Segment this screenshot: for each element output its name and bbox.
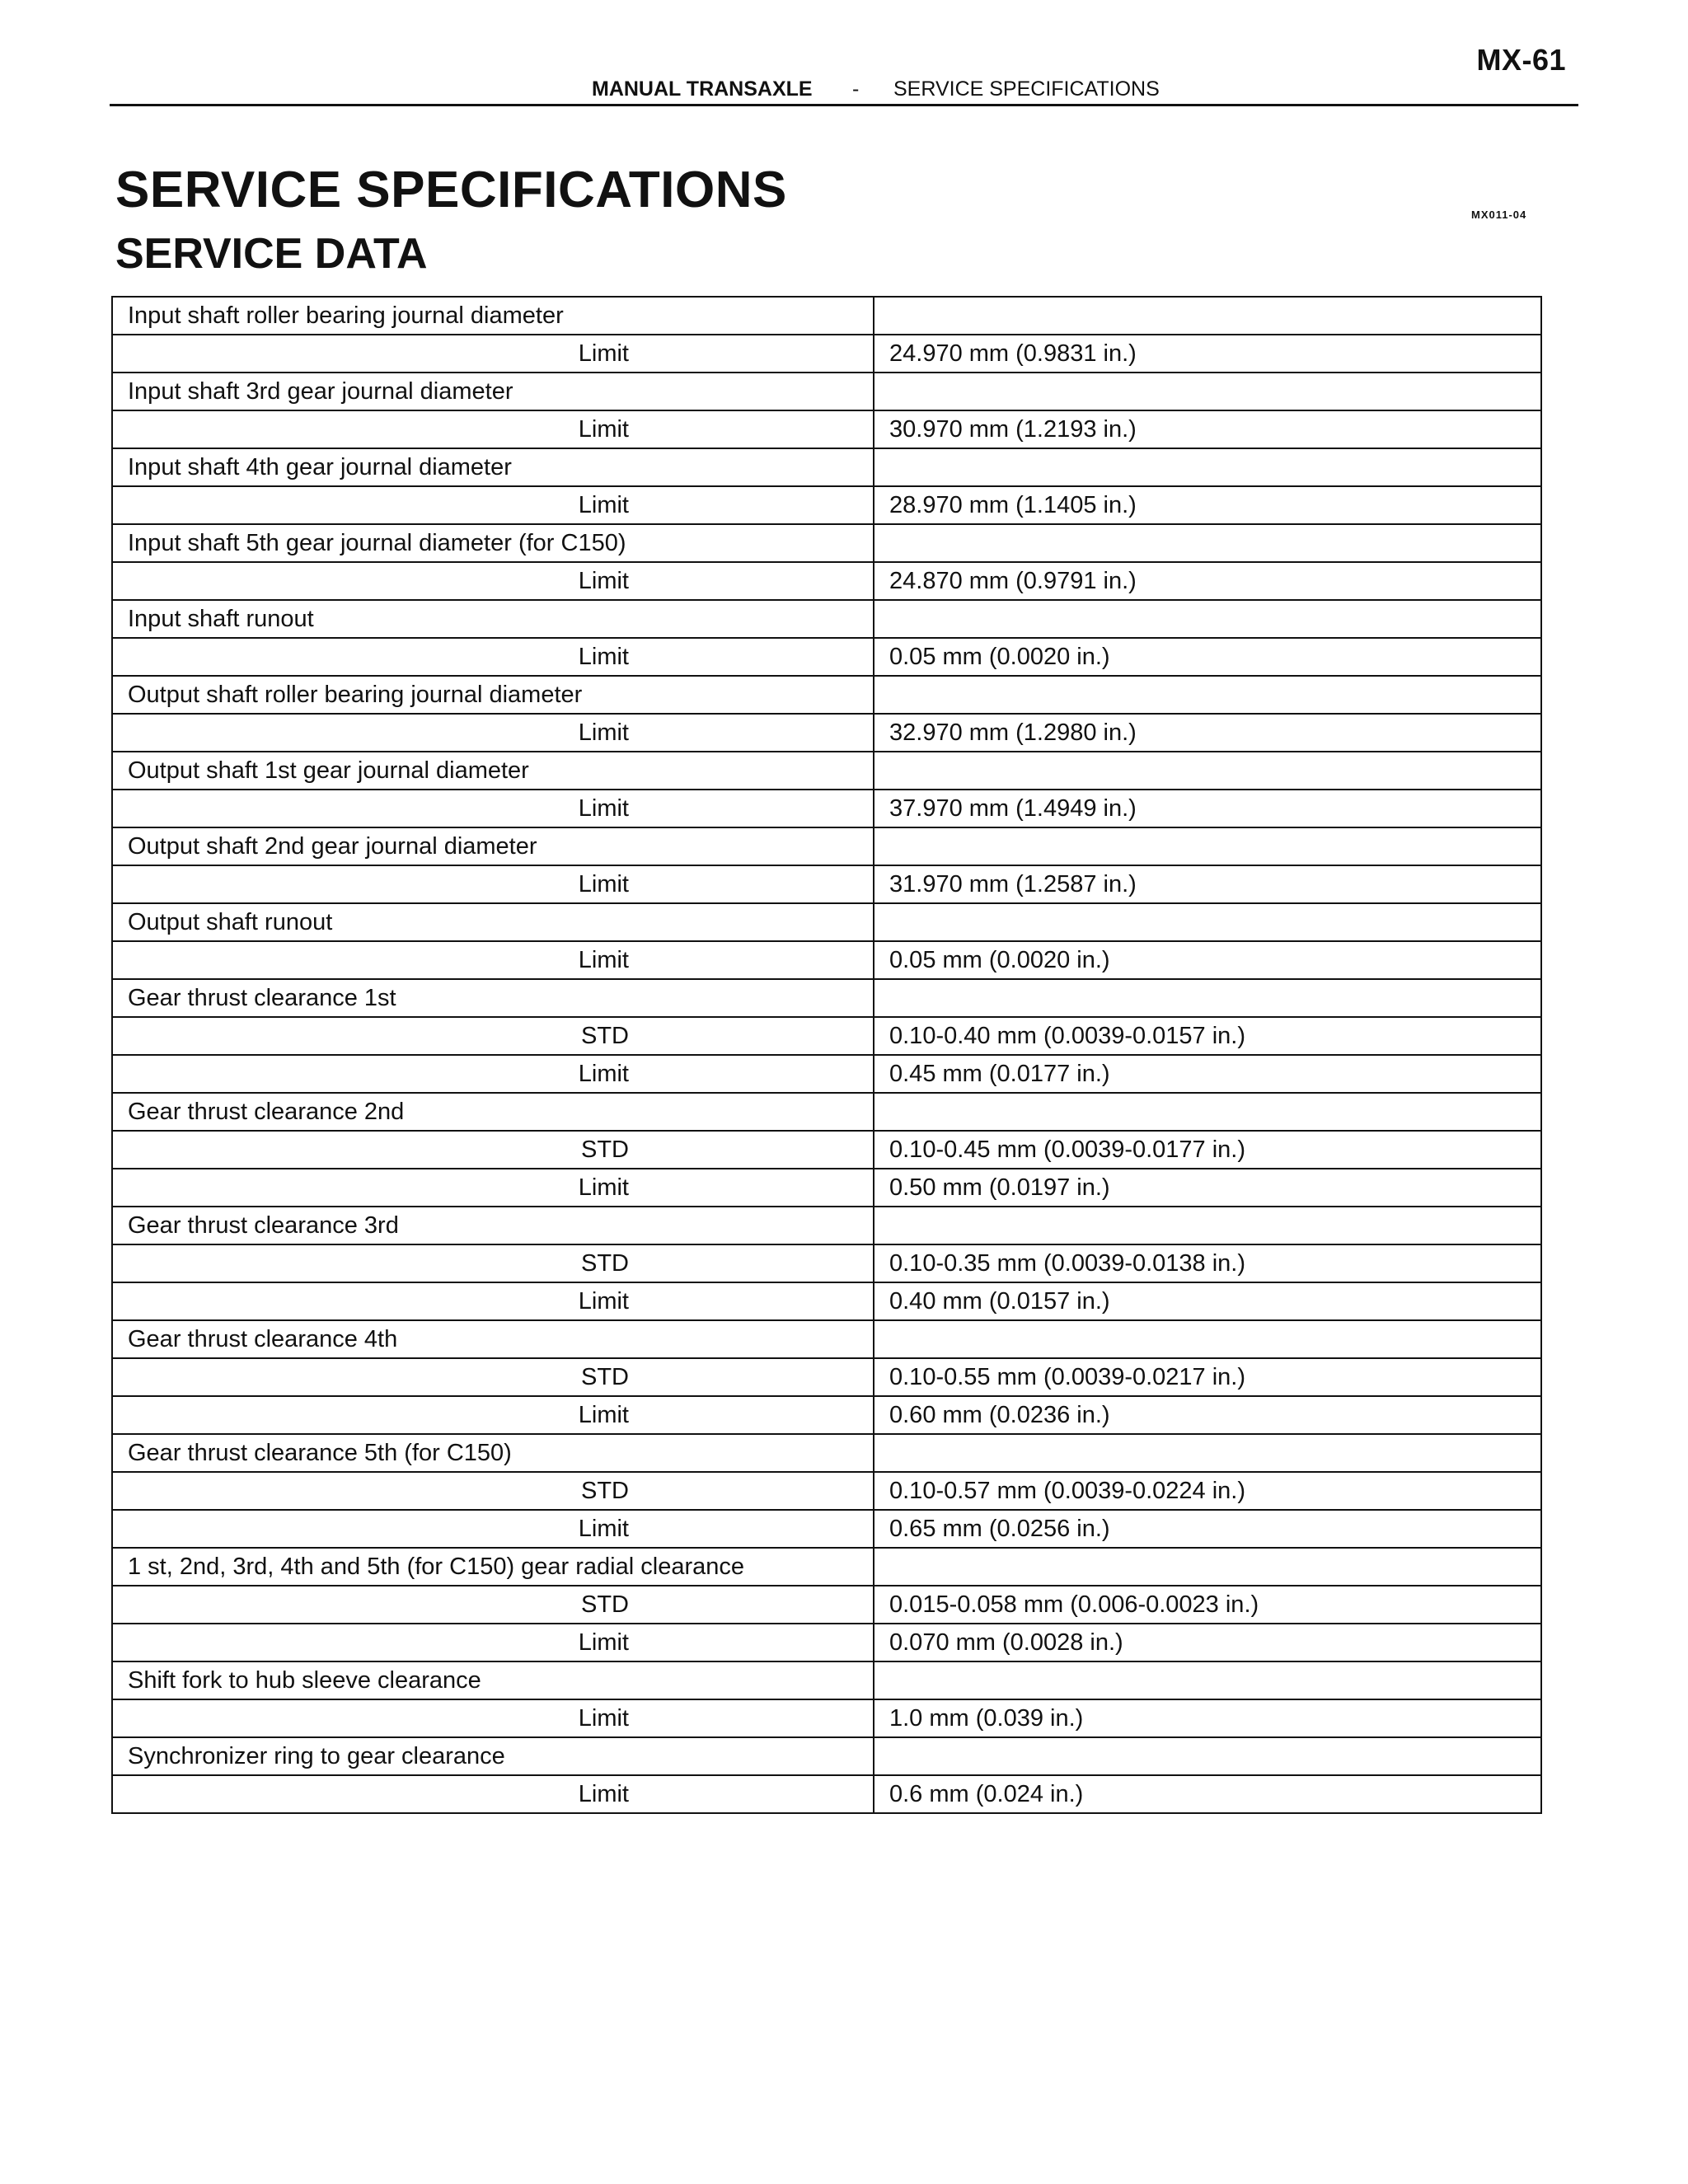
spec-empty-cell: [874, 1737, 1541, 1775]
spec-label: Limit: [112, 1055, 874, 1093]
spec-value-row: [112, 1244, 1541, 1282]
spec-label: STD: [112, 1131, 874, 1169]
page-number: MX-61: [1476, 43, 1566, 77]
spec-item-row: [112, 1093, 1541, 1131]
spec-value: 1.0 mm (0.039 in.): [874, 1699, 1541, 1737]
spec-label: Limit: [112, 335, 874, 373]
spec-item-name: Gear thrust clearance 3rd: [112, 1207, 874, 1244]
spec-value-row: [112, 1017, 1541, 1055]
section-title: SERVICE DATA: [115, 230, 428, 278]
spec-value-row: [112, 562, 1541, 600]
spec-item-name: Output shaft 1st gear journal diameter: [112, 752, 874, 790]
spec-value-row: [112, 1510, 1541, 1548]
spec-value: 37.970 mm (1.4949 in.): [874, 790, 1541, 827]
spec-label: STD: [112, 1358, 874, 1396]
spec-empty-cell: [874, 1207, 1541, 1244]
spec-value: 24.870 mm (0.9791 in.): [874, 562, 1541, 600]
spec-value-row: [112, 1472, 1541, 1510]
spec-value-row: [112, 486, 1541, 524]
spec-value-row: [112, 1624, 1541, 1661]
spec-value-row: [112, 1586, 1541, 1624]
spec-value: 30.970 mm (1.2193 in.): [874, 410, 1541, 448]
spec-value-row: [112, 410, 1541, 448]
spec-item-row: [112, 676, 1541, 714]
spec-item-name: Gear thrust clearance 4th: [112, 1320, 874, 1358]
spec-item-name: Synchronizer ring to gear clearance: [112, 1737, 874, 1775]
spec-empty-cell: [874, 524, 1541, 562]
page-title: SERVICE SPECIFICATIONS: [115, 162, 787, 218]
spec-empty-cell: [874, 676, 1541, 714]
spec-value-row: [112, 1699, 1541, 1737]
spec-label: STD: [112, 1586, 874, 1624]
spec-value-row: [112, 1396, 1541, 1434]
spec-item-row: [112, 1434, 1541, 1472]
spec-value: 0.05 mm (0.0020 in.): [874, 941, 1541, 979]
spec-value-row: [112, 1169, 1541, 1207]
spec-label: Limit: [112, 410, 874, 448]
spec-item-row: [112, 600, 1541, 638]
spec-item-row: [112, 903, 1541, 941]
spec-label: Limit: [112, 638, 874, 676]
spec-value: 0.070 mm (0.0028 in.): [874, 1624, 1541, 1661]
header-divider: [110, 104, 1578, 106]
spec-item-row: [112, 827, 1541, 865]
spec-value: 0.10-0.57 mm (0.0039-0.0224 in.): [874, 1472, 1541, 1510]
spec-item-name: Gear thrust clearance 1st: [112, 979, 874, 1017]
spec-value: 0.10-0.45 mm (0.0039-0.0177 in.): [874, 1131, 1541, 1169]
spec-item-row: [112, 448, 1541, 486]
spec-label: Limit: [112, 1699, 874, 1737]
spec-empty-cell: [874, 1434, 1541, 1472]
spec-value: 0.60 mm (0.0236 in.): [874, 1396, 1541, 1434]
spec-value: 0.50 mm (0.0197 in.): [874, 1169, 1541, 1207]
spec-value: 0.45 mm (0.0177 in.): [874, 1055, 1541, 1093]
spec-item-row: [112, 1661, 1541, 1699]
spec-value: 31.970 mm (1.2587 in.): [874, 865, 1541, 903]
spec-empty-cell: [874, 1661, 1541, 1699]
header-separator: -: [852, 77, 860, 101]
spec-value: 0.015-0.058 mm (0.006-0.0023 in.): [874, 1586, 1541, 1624]
spec-item-name: Gear thrust clearance 2nd: [112, 1093, 874, 1131]
spec-value-row: [112, 1055, 1541, 1093]
spec-item-row: [112, 1737, 1541, 1775]
spec-value-row: [112, 638, 1541, 676]
spec-value-row: [112, 1775, 1541, 1813]
spec-value: 32.970 mm (1.2980 in.): [874, 714, 1541, 752]
spec-empty-cell: [874, 297, 1541, 335]
spec-item-row: [112, 752, 1541, 790]
spec-label: Limit: [112, 790, 874, 827]
spec-value: 28.970 mm (1.1405 in.): [874, 486, 1541, 524]
spec-empty-cell: [874, 979, 1541, 1017]
spec-label: Limit: [112, 1775, 874, 1813]
spec-item-name: Input shaft 3rd gear journal diameter: [112, 373, 874, 410]
spec-item-name: Input shaft 5th gear journal diameter (for C150): [112, 524, 874, 562]
spec-empty-cell: [874, 1548, 1541, 1586]
spec-value: 0.6 mm (0.024 in.): [874, 1775, 1541, 1813]
spec-label: STD: [112, 1472, 874, 1510]
spec-value-row: [112, 714, 1541, 752]
spec-item-row: [112, 524, 1541, 562]
spec-value: 0.10-0.40 mm (0.0039-0.0157 in.): [874, 1017, 1541, 1055]
spec-label: Limit: [112, 1169, 874, 1207]
document-code: MX011-04: [1471, 209, 1527, 221]
spec-value-row: [112, 865, 1541, 903]
spec-value: 0.05 mm (0.0020 in.): [874, 638, 1541, 676]
spec-value: 0.40 mm (0.0157 in.): [874, 1282, 1541, 1320]
spec-value-row: [112, 790, 1541, 827]
spec-item-row: [112, 979, 1541, 1017]
chapter-title: MANUAL TRANSAXLE: [592, 77, 813, 101]
spec-value: 24.970 mm (0.9831 in.): [874, 335, 1541, 373]
spec-empty-cell: [874, 1320, 1541, 1358]
spec-item-name: Output shaft roller bearing journal diameter: [112, 676, 874, 714]
spec-item-name: 1 st, 2nd, 3rd, 4th and 5th (for C150) gear radial clearance: [112, 1548, 874, 1586]
spec-label: Limit: [112, 941, 874, 979]
spec-label: Limit: [112, 865, 874, 903]
spec-item-name: Input shaft roller bearing journal diameter: [112, 297, 874, 335]
spec-empty-cell: [874, 373, 1541, 410]
spec-item-name: Input shaft 4th gear journal diameter: [112, 448, 874, 486]
spec-empty-cell: [874, 752, 1541, 790]
spec-item-row: [112, 297, 1541, 335]
spec-empty-cell: [874, 827, 1541, 865]
section-name: SERVICE SPECIFICATIONS: [893, 77, 1160, 101]
spec-label: Limit: [112, 1396, 874, 1434]
spec-item-name: Gear thrust clearance 5th (for C150): [112, 1434, 874, 1472]
spec-item-row: [112, 1207, 1541, 1244]
spec-item-name: Output shaft runout: [112, 903, 874, 941]
spec-label: Limit: [112, 1510, 874, 1548]
spec-item-row: [112, 1320, 1541, 1358]
service-data-table-body: [112, 297, 1541, 1813]
spec-value: 0.10-0.35 mm (0.0039-0.0138 in.): [874, 1244, 1541, 1282]
spec-empty-cell: [874, 600, 1541, 638]
spec-value-row: [112, 941, 1541, 979]
spec-label: Limit: [112, 1624, 874, 1661]
spec-value: 0.65 mm (0.0256 in.): [874, 1510, 1541, 1548]
spec-value: 0.10-0.55 mm (0.0039-0.0217 in.): [874, 1358, 1541, 1396]
spec-empty-cell: [874, 448, 1541, 486]
spec-label: Limit: [112, 486, 874, 524]
spec-value-row: [112, 1358, 1541, 1396]
spec-value-row: [112, 1131, 1541, 1169]
spec-item-name: Shift fork to hub sleeve clearance: [112, 1661, 874, 1699]
spec-label: Limit: [112, 1282, 874, 1320]
spec-label: Limit: [112, 714, 874, 752]
service-data-table: [111, 296, 1542, 1814]
spec-label: Limit: [112, 562, 874, 600]
spec-label: STD: [112, 1017, 874, 1055]
spec-value-row: [112, 335, 1541, 373]
spec-empty-cell: [874, 903, 1541, 941]
spec-item-row: [112, 1548, 1541, 1586]
spec-item-name: Input shaft runout: [112, 600, 874, 638]
spec-item-name: Output shaft 2nd gear journal diameter: [112, 827, 874, 865]
spec-item-row: [112, 373, 1541, 410]
spec-label: STD: [112, 1244, 874, 1282]
spec-empty-cell: [874, 1093, 1541, 1131]
spec-value-row: [112, 1282, 1541, 1320]
